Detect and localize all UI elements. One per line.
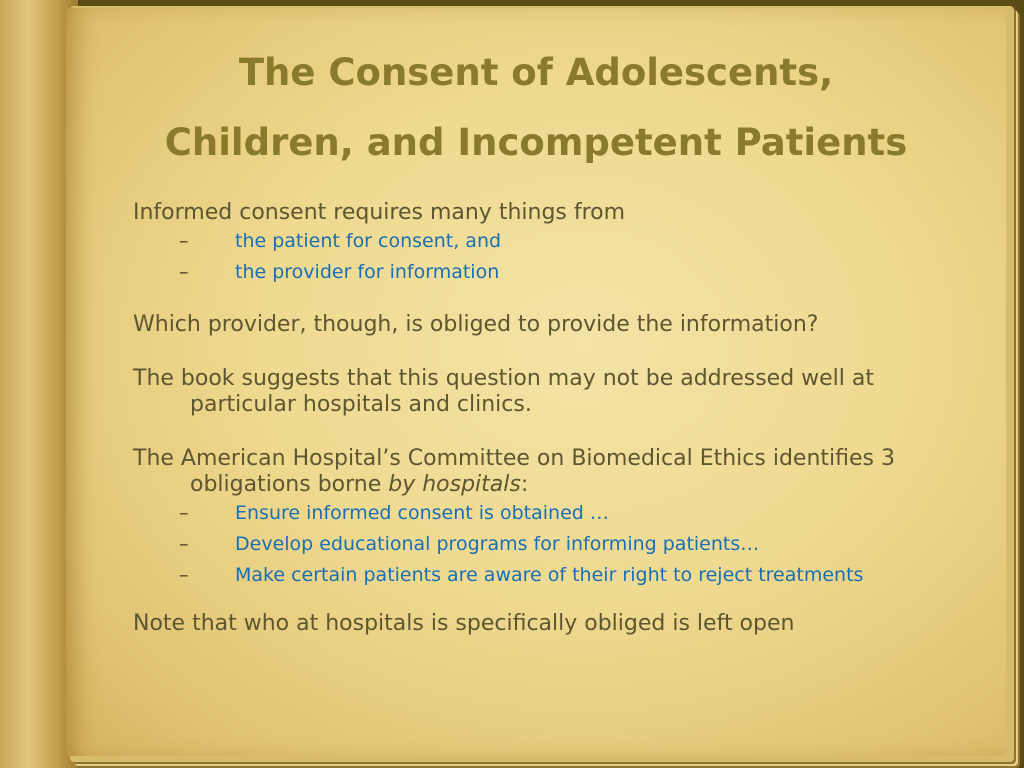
paragraph-which-provider: Which provider, though, is obliged to provide the information? xyxy=(133,312,819,337)
list-item-text: the provider for information xyxy=(235,261,500,283)
committee-text: The American Hospital’s Committee on Biomedical Ethics identifies 3 obligations borne xyxy=(133,446,895,497)
committee-emphasis: by hospitals xyxy=(388,472,521,497)
informed-consent-list xyxy=(133,230,933,284)
dash-bullet: – xyxy=(179,564,189,586)
list-item-text: Make certain patients are aware of their right to reject treatments xyxy=(235,564,864,586)
slide-title xyxy=(66,38,1006,178)
obligations-list xyxy=(133,502,933,587)
spacer xyxy=(133,418,933,446)
slide-title-line-2: Children, and Incompetent Patients xyxy=(164,121,908,164)
list-item-text: the patient for consent, and xyxy=(235,230,502,252)
list-item xyxy=(133,564,933,587)
list-item-text: Develop educational programs for informing patients… xyxy=(235,533,760,555)
slide-title-line-1: The Consent of Adolescents, xyxy=(238,51,834,94)
dash-bullet: – xyxy=(179,533,189,555)
list-item xyxy=(133,533,933,556)
dash-bullet: – xyxy=(179,502,189,524)
slide-body xyxy=(133,200,933,637)
dash-bullet: – xyxy=(179,230,189,252)
list-item xyxy=(133,261,933,284)
paragraph-note: Note that who at hospitals is specifically obliged is left open xyxy=(133,611,795,636)
dash-bullet: – xyxy=(179,261,189,283)
spacer xyxy=(133,292,933,312)
list-item xyxy=(133,502,933,525)
paragraph-book-suggests: The book suggests that this question may not be addressed well at particular hospitals and clinics. xyxy=(133,366,875,417)
list-item-text: Ensure informed consent is obtained … xyxy=(235,502,609,524)
paragraph-committee xyxy=(133,446,933,498)
spacer xyxy=(133,595,933,611)
spacer xyxy=(133,338,933,366)
list-item xyxy=(133,230,933,253)
paragraph-informed-consent: Informed consent requires many things from xyxy=(133,200,626,225)
committee-colon: : xyxy=(520,472,529,497)
